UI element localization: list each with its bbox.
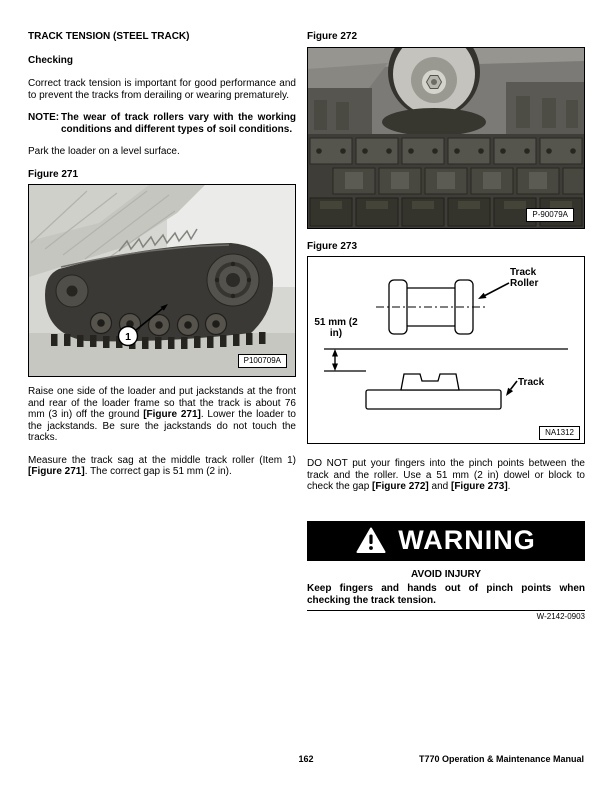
- track-roller-arrow: [478, 283, 509, 299]
- figure-ref-273: [Figure 273]: [450, 481, 508, 492]
- paragraph-text: DO NOT put your fingers into the pinch points between the track and the roller. Use a 51 mm (2 in) dowel or block to check the gap: [307, 458, 585, 492]
- track-drawing: [366, 374, 501, 409]
- warning-title: WARNING: [398, 525, 536, 555]
- paragraph-text: . Lower the loader to the jackstands. Be sure the jackstands do not touch the tracks.: [28, 409, 296, 443]
- paragraph-text: . The correct gap is 51 mm (2 in).: [84, 466, 232, 477]
- figure-271-photo: [29, 185, 295, 376]
- track-label: Track: [518, 377, 545, 388]
- measure-paragraph: [28, 455, 296, 478]
- figure-273-label: Figure 273: [307, 240, 358, 252]
- photo-id-272: P-90079A: [526, 208, 574, 222]
- figure-271: [28, 184, 296, 377]
- pinch-point-shadow: [382, 108, 486, 136]
- page-number: 162: [298, 754, 314, 764]
- jackstand-paragraph: [28, 386, 296, 444]
- checking-heading: Checking: [28, 54, 74, 66]
- paragraph-text: and: [428, 481, 451, 492]
- intro-paragraph: Correct track tension is important for good performance and to prevent the tracks from derailing or wearing prematurely.: [28, 78, 296, 101]
- paragraph-text: Measure the track sag at the middle track roller (Item 1): [28, 454, 296, 466]
- track-roller-label: Track Roller: [510, 267, 539, 289]
- note-label: NOTE:: [28, 112, 60, 123]
- figure-ref-272: [Figure 272]: [372, 481, 429, 492]
- gap-dimension-label: 51 mm (2 in): [314, 317, 358, 339]
- note-text: The wear of track rollers vary with the working conditions and different types of soil conditions.: [61, 112, 296, 135]
- dimension-arrow: [332, 349, 338, 371]
- figure-273: [307, 256, 585, 444]
- figure-ref-271: [Figure 271]: [28, 466, 85, 477]
- section-title: TRACK TENSION (STEEL TRACK): [28, 31, 190, 42]
- note-block: [28, 112, 296, 135]
- pinch-warning-paragraph: [307, 458, 585, 493]
- photo-id-273: NA1312: [539, 426, 580, 440]
- avoid-injury-heading: AVOID INJURY: [410, 568, 481, 580]
- callout-number: 1: [125, 331, 131, 343]
- warning-code: W-2142-0903: [536, 612, 585, 621]
- figure-271-label: Figure 271: [28, 168, 79, 180]
- figure-272-label: Figure 272: [307, 31, 358, 42]
- figure-ref-271: [Figure 271]: [143, 409, 201, 420]
- paragraph-text: .: [507, 481, 511, 492]
- warning-banner: [307, 521, 585, 561]
- manual-title: T770 Operation & Maintenance Manual: [418, 754, 584, 764]
- figure-272: [307, 47, 585, 229]
- warning-text: Keep fingers and hands out of pinch points when checking the track tension.: [307, 583, 585, 606]
- left-column: [28, 31, 296, 489]
- track-arrow: [506, 381, 517, 396]
- photo-id-271: P100709A: [238, 354, 287, 368]
- footer: [28, 754, 584, 766]
- warning-triangle-icon: [356, 527, 386, 554]
- figure-272-photo: [308, 48, 584, 228]
- right-column: [307, 31, 585, 622]
- paragraph-text: Raise one side of the loader and put jackstands at the front and rear of the loader frame so that the track is about 76 mm (3 in) off the ground: [28, 386, 296, 420]
- park-paragraph: Park the loader on a level surface.: [28, 146, 180, 157]
